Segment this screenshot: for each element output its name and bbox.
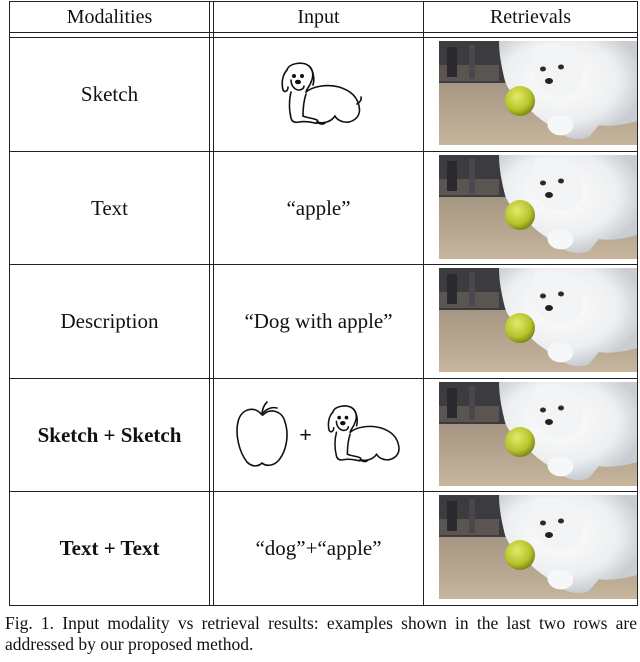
modality-label-text-plus-text: Text + Text: [59, 536, 160, 560]
figure-caption: Fig. 1. Input modality vs retrieval results: examples shown in the last two rows are addressed by our proposed method.: [5, 613, 637, 654]
modality-label-sketch-plus-sketch: Sketch + Sketch: [37, 422, 182, 447]
retrieval-image: [439, 155, 637, 259]
header-input: Input: [297, 5, 340, 28]
header-modalities: Modalities: [66, 5, 153, 28]
input-text-dog-plus-apple: “dog”+“apple”: [255, 536, 382, 560]
table-bottom-border: [9, 605, 638, 606]
dog-sketch-icon: [320, 402, 404, 468]
col-divider-2: [423, 1, 424, 606]
retrieval-image: [439, 41, 637, 145]
modality-label-text: Text: [90, 195, 129, 220]
retrieval-image: [439, 382, 637, 486]
header-bottom-border: [9, 32, 638, 33]
input-sketch-apple-plus-dog: [214, 379, 423, 491]
modality-label-sketch: Sketch: [80, 82, 139, 106]
retrieval-image: [439, 268, 637, 372]
right-border: [637, 1, 638, 606]
modality-label-description: Description: [60, 309, 159, 333]
input-text-description: “Dog with apple”: [244, 309, 393, 333]
header-retrievals: Retrievals: [489, 5, 572, 28]
col-divider-1a: [209, 1, 210, 606]
input-sketch-dog: [214, 38, 423, 151]
plus-sign: +: [299, 422, 312, 447]
input-text-apple: “apple”: [286, 195, 351, 220]
apple-sketch-icon: [233, 400, 291, 470]
retrieval-image: [439, 495, 637, 599]
dog-sketch-icon: [273, 60, 365, 130]
